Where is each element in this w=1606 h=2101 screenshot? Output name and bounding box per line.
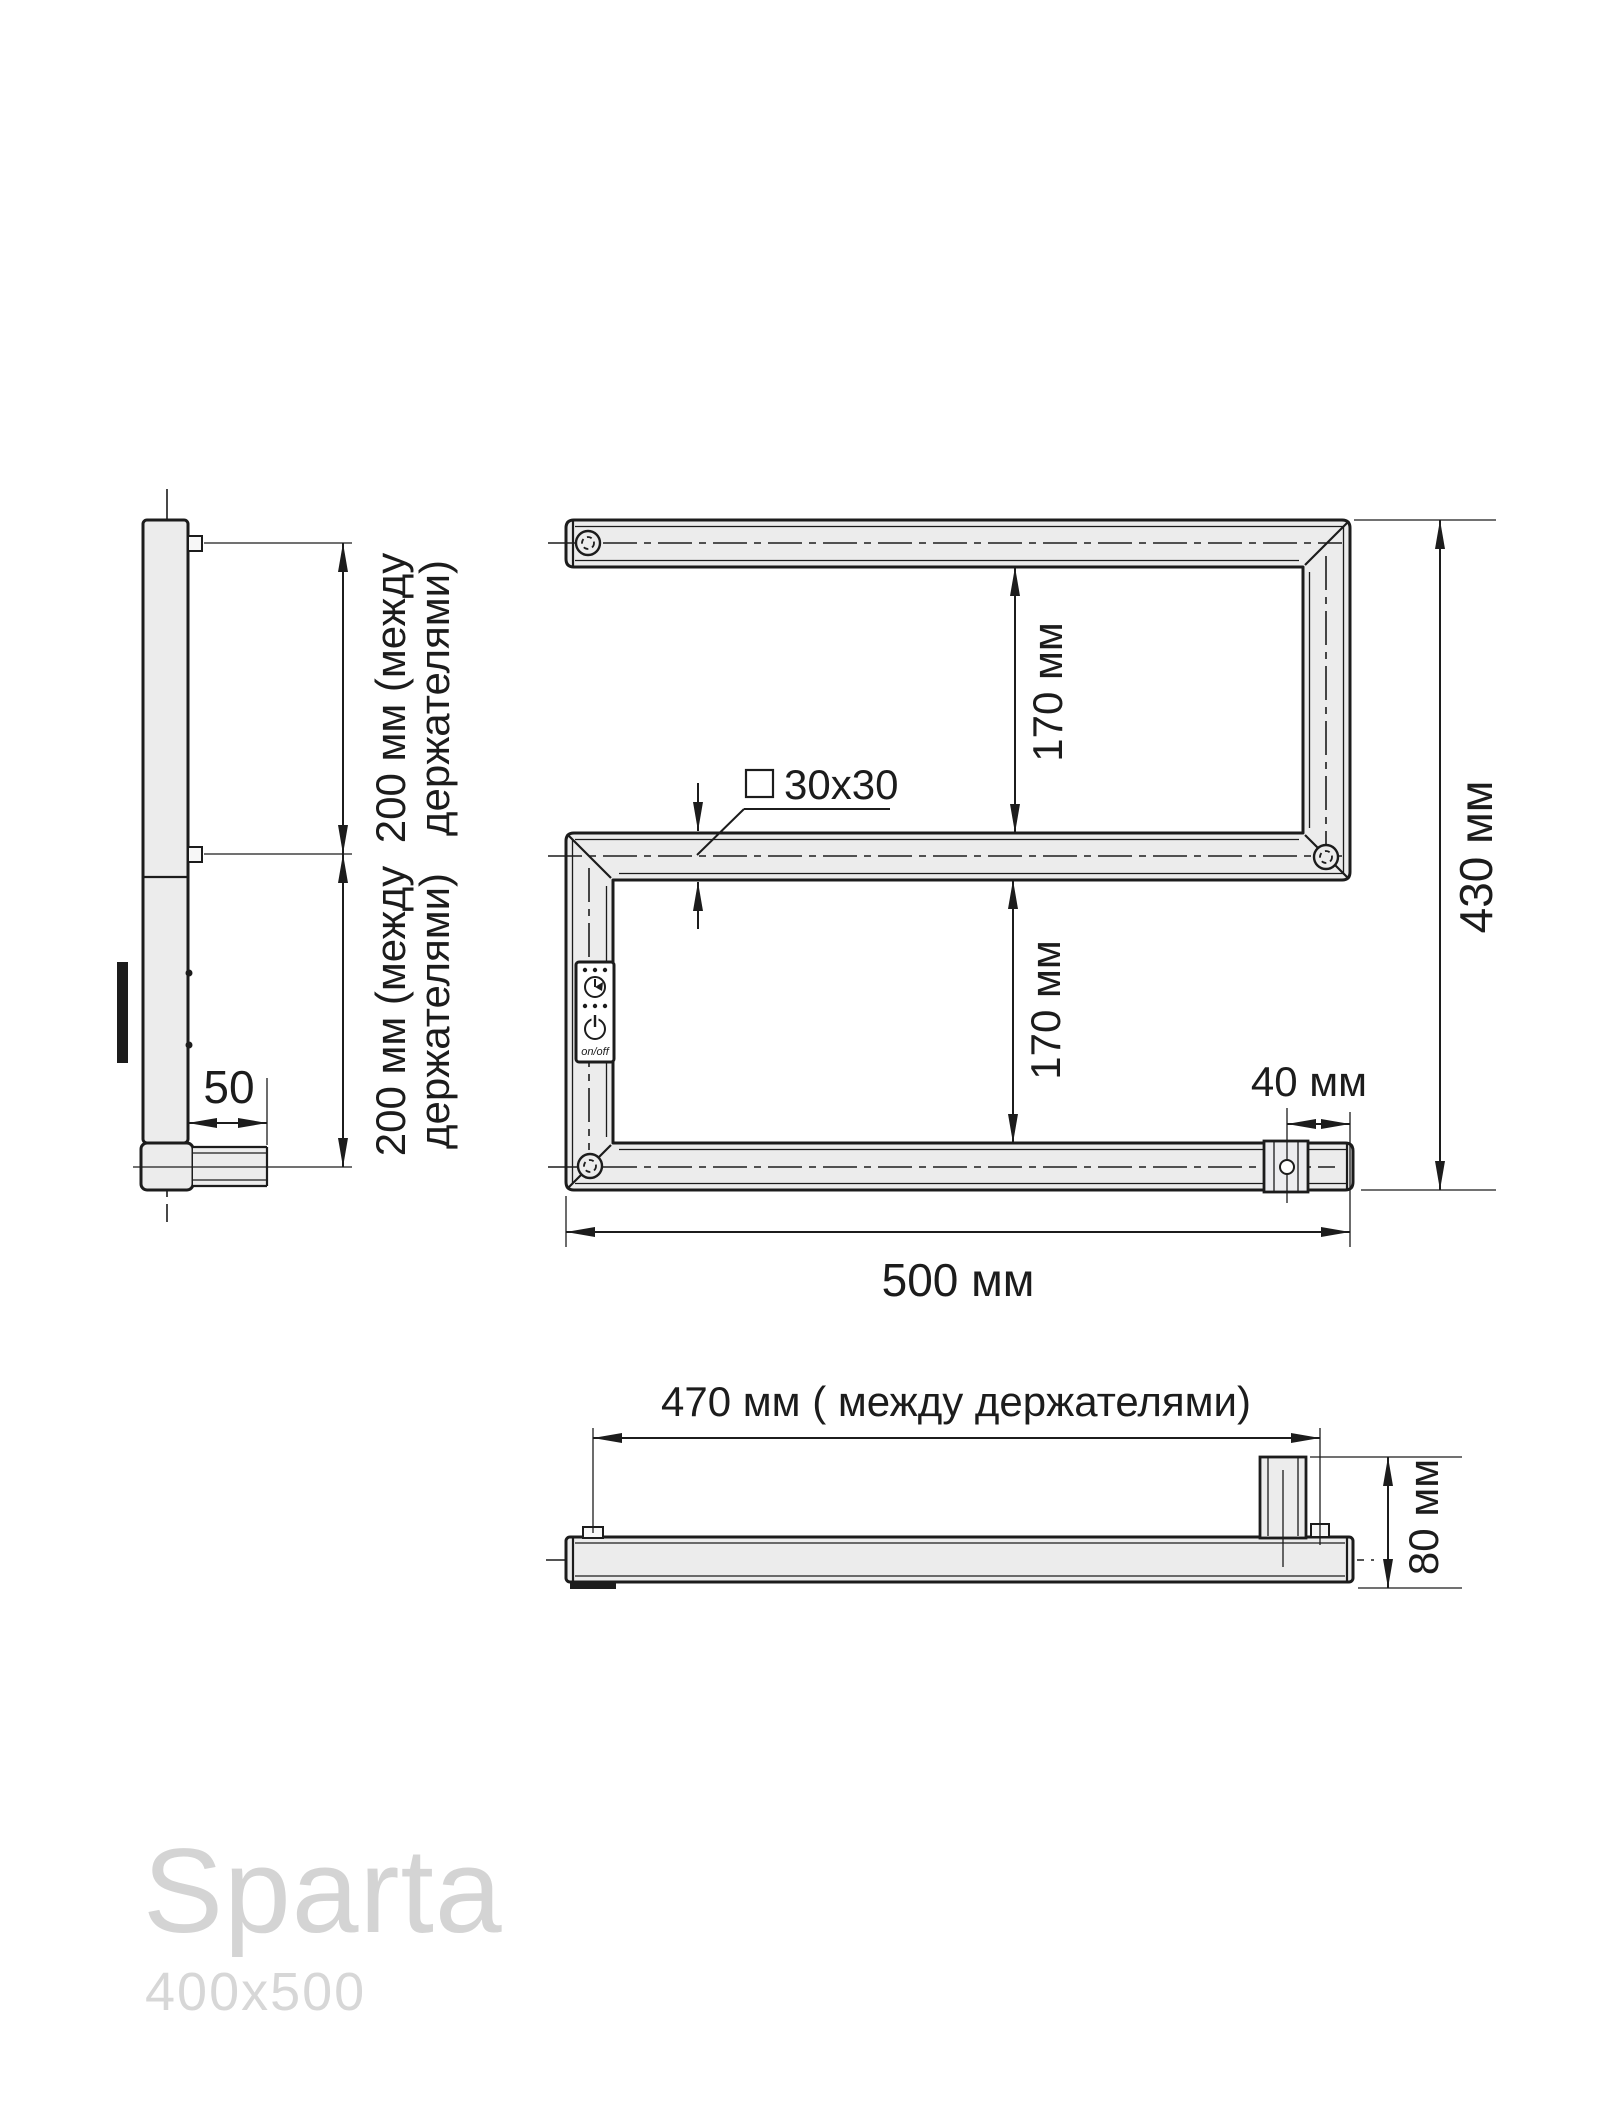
dim-500 [566,1112,1350,1306]
dim-500-label: 500 мм [881,1254,1035,1306]
dim-430-label: 430 мм [1450,780,1502,934]
control-panel-bottom-profile [570,1582,616,1589]
watermark [143,1824,503,2022]
dim-200-lower-label-line2: держателями) [411,872,458,1150]
dim-170-lower [1013,880,1069,1143]
bottom-view-tube [566,1537,1353,1582]
screw-icon [578,1154,602,1178]
control-panel [576,962,614,1062]
dim-170-lower-label: 170 мм [1022,940,1069,1080]
product-size: 400x500 [145,1962,367,2022]
side-holder-lower [188,847,202,862]
dim-80-label: 80 мм [1400,1458,1447,1576]
dim-170-upper-label: 170 мм [1024,622,1071,762]
side-holder-upper [188,536,202,551]
dim-470-label: 470 мм ( между держателями) [661,1378,1251,1425]
dim-200-upper [204,543,458,854]
on-off-label: on/off [581,1046,609,1058]
dim-200-upper-label-line2: держателями) [411,559,458,837]
side-view [117,489,458,1222]
side-rivet-upper [186,970,193,977]
product-name: Sparta [143,1824,503,1958]
dim-430 [1354,520,1502,1190]
bottom-bar-holder [1264,1108,1308,1203]
square-symbol-icon [746,770,773,797]
dim-470 [593,1378,1320,1545]
holder-hole [1280,1160,1294,1174]
tube-section-label: 30x30 [784,761,899,808]
front-view [548,520,1502,1306]
side-post-body [143,520,188,1143]
dim-50-label: 50 [203,1061,255,1113]
dim-170-upper [1015,567,1071,833]
screw-icon [1314,845,1338,869]
dim-200-upper-label-line1: 200 мм (между [367,552,414,844]
side-control-panel-profile [117,962,128,1063]
dim-50 [188,1061,267,1145]
tube-frame-outline [566,520,1353,1190]
dim-200-lower-label-line1: 200 мм (между [367,865,414,1157]
side-rivet-lower [186,1042,193,1049]
screw-icon [576,531,600,555]
bottom-view [546,1378,1462,1589]
dim-40-label: 40 мм [1250,1058,1368,1105]
